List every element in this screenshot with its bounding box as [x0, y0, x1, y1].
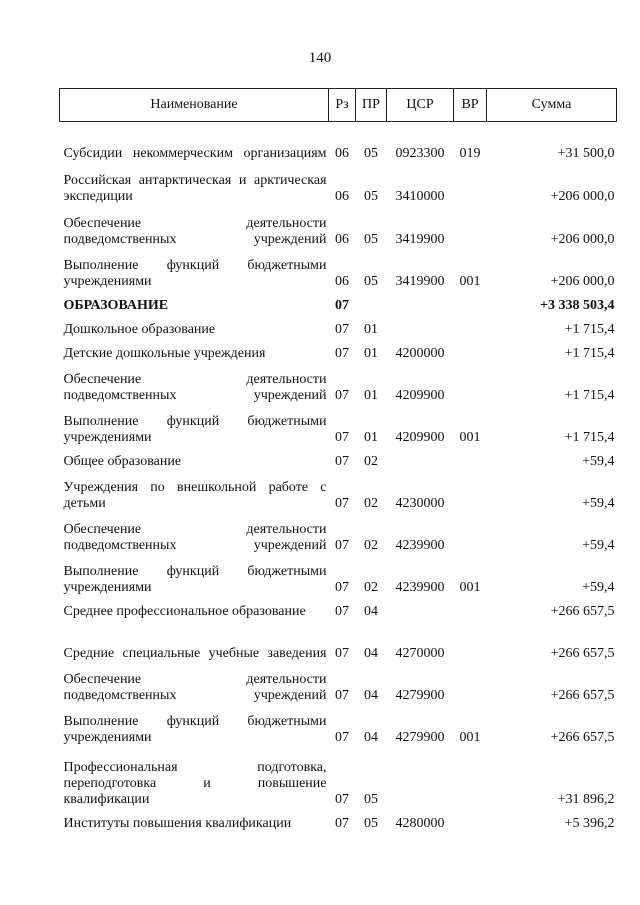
row-name: Дошкольное образование [63, 321, 216, 337]
row-name: Общее образование [63, 453, 182, 469]
row-sum: +206 000,0 [550, 188, 615, 204]
table-row [60, 290, 617, 314]
row-name: Обеспечение деятельности подведомственных учреждений [63, 671, 327, 703]
row-sum: +1 715,4 [564, 345, 615, 361]
row-rz: 06 [335, 231, 349, 247]
header-sum: Сумма [487, 89, 617, 122]
row-sum: +1 715,4 [564, 387, 615, 403]
row-vr: 001 [459, 579, 481, 595]
table-header [60, 89, 617, 122]
row-vr: 001 [459, 429, 481, 445]
table-row [60, 205, 617, 248]
row-sum: +266 657,5 [550, 729, 615, 745]
row-rz: 07 [335, 387, 349, 403]
table-row [60, 704, 617, 746]
row-pr: 01 [364, 345, 378, 361]
table-row [60, 362, 617, 404]
row-csr [387, 446, 454, 470]
row-vr [454, 620, 487, 662]
table-row [60, 470, 617, 512]
row-rz: 07 [335, 687, 349, 703]
row-sum: +59,4 [582, 537, 615, 553]
row-csr: 4280000 [395, 815, 445, 831]
row-sum: +266 657,5 [550, 603, 615, 619]
row-sum: +59,4 [582, 495, 615, 511]
row-pr: 02 [364, 495, 378, 511]
row-vr [454, 512, 487, 554]
row-vr [454, 162, 487, 205]
row-csr: 4200000 [395, 345, 445, 361]
row-rz: 07 [335, 791, 349, 807]
row-vr [454, 746, 487, 808]
row-vr [454, 446, 487, 470]
row-sum: +266 657,5 [550, 687, 615, 703]
row-sum: +59,4 [582, 579, 615, 595]
table-row [60, 162, 617, 205]
table-body [60, 122, 617, 832]
row-name: Среднее профессиональное образование [63, 603, 306, 619]
row-pr: 05 [364, 231, 378, 247]
row-vr [454, 205, 487, 248]
page-number: 140 [308, 50, 332, 66]
row-rz: 07 [335, 495, 349, 511]
row-name: Профессиональная подготовка, переподготовка и повышение квалификации [63, 759, 327, 807]
row-csr: 3419900 [395, 231, 445, 247]
row-sum: +5 396,2 [564, 815, 615, 831]
row-csr: 4279900 [395, 687, 445, 703]
row-name: ОБРАЗОВАНИЕ [63, 297, 169, 313]
row-name: Обеспечение деятельности подведомственных учреждений [63, 371, 327, 403]
table-row [60, 620, 617, 662]
row-rz: 07 [335, 729, 349, 745]
row-vr [454, 808, 487, 832]
row-name: Российская антарктическая и арктическая экспедиции [63, 172, 327, 204]
row-pr: 01 [364, 429, 378, 445]
row-pr: 04 [364, 645, 378, 661]
row-csr [387, 314, 454, 338]
row-pr: 02 [364, 453, 378, 469]
row-rz: 07 [335, 297, 349, 313]
row-pr: 01 [364, 387, 378, 403]
row-sum: +3 338 503,4 [540, 297, 615, 313]
row-pr: 04 [364, 603, 378, 619]
row-vr: 001 [459, 273, 481, 289]
row-csr: 3419900 [395, 273, 445, 289]
row-vr [454, 596, 487, 620]
row-rz: 07 [335, 603, 349, 619]
row-sum: +1 715,4 [564, 429, 615, 445]
row-rz: 06 [335, 188, 349, 204]
row-vr: 001 [459, 729, 481, 745]
table-row [60, 122, 617, 162]
table-row [60, 314, 617, 338]
row-name: Субсидии некоммерческим организациям [63, 145, 327, 161]
row-sum: +31 500,0 [557, 145, 615, 161]
row-sum: +59,4 [582, 453, 615, 469]
row-csr: 4209900 [395, 429, 445, 445]
row-pr: 02 [364, 579, 378, 595]
row-pr: 05 [364, 791, 378, 807]
row-pr: 05 [364, 188, 378, 204]
row-name: Средние специальные учебные заведения [63, 645, 327, 661]
row-name: Выполнение функций бюджетными учреждениями [63, 713, 327, 745]
header-csr: ЦСР [387, 89, 454, 122]
row-vr [454, 470, 487, 512]
row-pr: 05 [364, 273, 378, 289]
row-vr: 019 [459, 145, 481, 161]
table-row [60, 404, 617, 446]
row-vr [454, 338, 487, 362]
row-pr: 02 [364, 537, 378, 553]
row-name: Выполнение функций бюджетными учреждениями [63, 257, 327, 289]
table-row [60, 338, 617, 362]
row-rz: 07 [335, 321, 349, 337]
row-pr: 01 [364, 321, 378, 337]
row-csr [387, 596, 454, 620]
row-vr [454, 290, 487, 314]
header-name: Наименование [60, 89, 329, 122]
row-vr [454, 362, 487, 404]
row-pr: 04 [364, 729, 378, 745]
row-rz: 07 [335, 345, 349, 361]
row-csr: 4270000 [395, 645, 445, 661]
row-pr [356, 290, 387, 314]
row-name: Институты повышения квалификации [63, 815, 292, 831]
row-name: Выполнение функций бюджетными учреждениями [63, 563, 327, 595]
table-row [60, 596, 617, 620]
row-name: Обеспечение деятельности подведомственных учреждений [63, 215, 327, 247]
row-csr: 4239900 [395, 579, 445, 595]
row-csr: 4239900 [395, 537, 445, 553]
row-rz: 06 [335, 145, 349, 161]
header-vr: ВР [454, 89, 487, 122]
row-vr [454, 314, 487, 338]
row-csr [387, 746, 454, 808]
row-vr [454, 662, 487, 704]
row-csr: 4209900 [395, 387, 445, 403]
row-csr: 0923300 [395, 145, 445, 161]
row-sum: +266 657,5 [550, 645, 615, 661]
header-rz: Рз [329, 89, 356, 122]
table-row [60, 554, 617, 596]
row-name: Обеспечение деятельности подведомственных учреждений [63, 521, 327, 553]
row-rz: 07 [335, 453, 349, 469]
row-rz: 07 [335, 429, 349, 445]
table-row [60, 746, 617, 808]
row-name: Выполнение функций бюджетными учреждениями [63, 413, 327, 445]
table-row [60, 248, 617, 290]
row-csr [387, 290, 454, 314]
row-name: Детские дошкольные учреждения [63, 345, 266, 361]
row-rz: 07 [335, 537, 349, 553]
table-row [60, 808, 617, 832]
row-csr: 3410000 [395, 188, 445, 204]
table-row [60, 662, 617, 704]
row-sum: +206 000,0 [550, 231, 615, 247]
row-sum: +206 000,0 [550, 273, 615, 289]
row-sum: +31 896,2 [557, 791, 615, 807]
row-csr: 4279900 [395, 729, 445, 745]
budget-table [59, 88, 617, 832]
row-rz: 07 [335, 645, 349, 661]
row-csr: 4230000 [395, 495, 445, 511]
table-row [60, 446, 617, 470]
row-pr: 05 [364, 815, 378, 831]
row-rz: 06 [335, 273, 349, 289]
header-pr: ПР [356, 89, 387, 122]
row-pr: 05 [364, 145, 378, 161]
row-name: Учреждения по внешкольной работе с детьми [63, 479, 327, 511]
row-rz: 07 [335, 579, 349, 595]
table-row [60, 512, 617, 554]
row-sum: +1 715,4 [564, 321, 615, 337]
row-pr: 04 [364, 687, 378, 703]
row-rz: 07 [335, 815, 349, 831]
